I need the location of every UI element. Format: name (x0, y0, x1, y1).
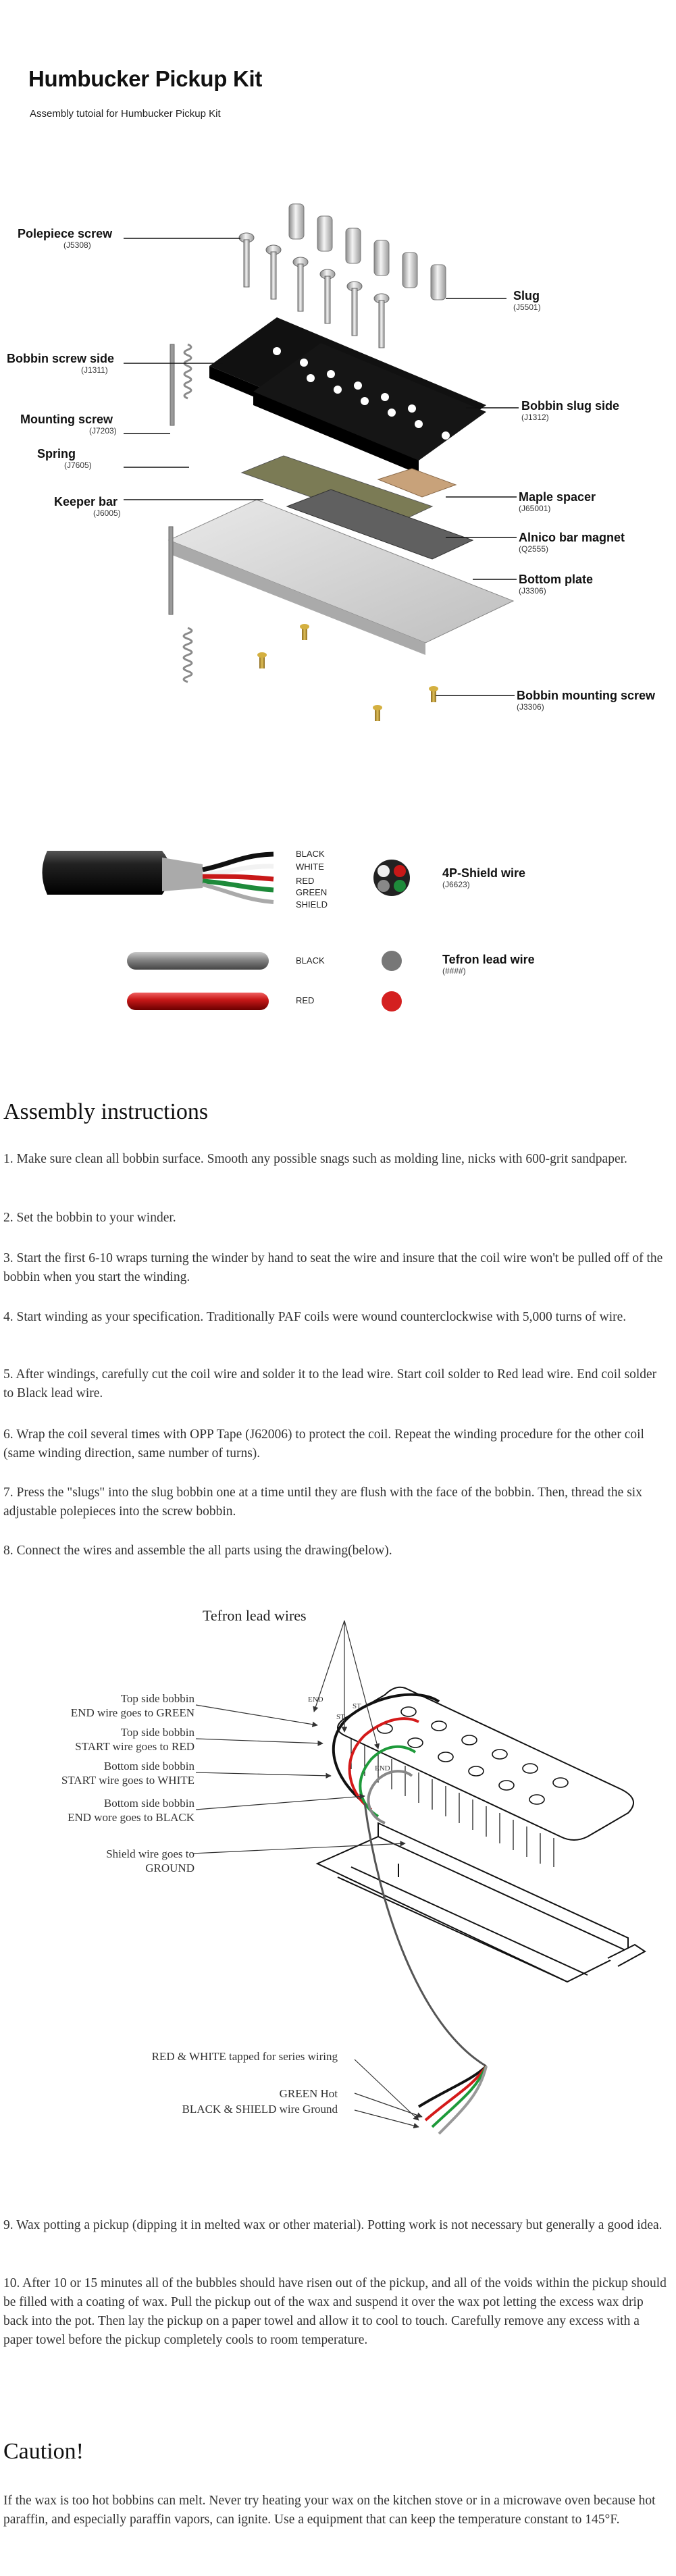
wiring-bottom-end: Bottom side bobbin END wore goes to BLACK (68, 1797, 194, 1824)
wiring-tefron-label: Tefron lead wires (203, 1607, 307, 1624)
label-bottom-plate: Bottom plate (J3306) (519, 573, 593, 596)
tefron-wire-drawing (127, 951, 402, 1011)
start-tag-top: ST (336, 1713, 345, 1721)
step-2: 2. Set the bobbin to your winder. (3, 1211, 176, 1225)
step-8: 8. Connect the wires and assemble the all parts using the drawing(below). (3, 1544, 392, 1558)
bobbins (209, 317, 486, 474)
mounting-screws (169, 344, 192, 682)
label-slug: Slug (J5501) (513, 289, 541, 312)
label-polepiece-screw: Polepiece screw (J5308) (18, 227, 113, 250)
step-10: 10. After 10 or 15 minutes all of the bubbles should have risen out of the pickup, and all of the voids within the pickup should be filled with a coating of wax. Pull the pickup out of the wax and suspend it over the wax pot letting the excess wax drip back into the pot. Then lay the pickup on a paper towel and allow it to cool to touch. Carefully remove any excess with a paper towel before the pickup completely cools to room temperature. (3, 2276, 667, 2347)
step-7: 7. Press the "slugs" into the slug bobbin one at a time until they are flush with the face of the bobbin. Then, thread the six adjustable polepieces into the screw bobbin. (3, 1486, 642, 1519)
wiring-black-shield: BLACK & SHIELD wire Ground (182, 2103, 338, 2115)
step-9: 9. Wax potting a pickup (dipping it in melted wax or other material). Potting work is not necessary but generally a good idea. (3, 2218, 662, 2232)
exploded-view-illustration (0, 189, 676, 743)
label-bobbin-mounting-screw: Bobbin mounting screw (J3306) (517, 689, 655, 712)
page-title: Humbucker Pickup Kit (28, 66, 263, 91)
wire-color-red: RED (296, 876, 315, 886)
start-tag-bottom: ST (353, 1702, 361, 1710)
step-6: 6. Wrap the coil several times with OPP Tape (J62006) to protect the coil. Repeat the winding procedure for the other coil (same winding direction, same number of turns). (3, 1427, 644, 1461)
end-tag-bottom: END (375, 1764, 390, 1772)
wiring-top-start: Top side bobbin START wire goes to RED (75, 1726, 194, 1753)
label-spring: Spring (J7605) (37, 447, 92, 470)
page-subtitle: Assembly tutoial for Humbucker Pickup Kit (30, 108, 221, 120)
shield-wire-drawing (43, 851, 411, 902)
wire-color-green: GREEN (296, 887, 328, 897)
pickup-drawing (317, 1687, 645, 1982)
step-5: 5. After windings, carefully cut the coil wire and solder it to the lead wire. Start coil solder to Red lead wire. End coil solder to Black lead wire. (3, 1367, 657, 1400)
wire-color-black: BLACK (296, 849, 325, 859)
tefron-color-red: RED (296, 995, 315, 1005)
end-tag-top: END (308, 1696, 323, 1704)
wiring-top-end: Top side bobbin END wire goes to GREEN (70, 1692, 194, 1719)
label-keeper-bar: Keeper bar (J6005) (54, 495, 121, 518)
wiring-green-hot: GREEN Hot (279, 2087, 338, 2100)
label-alnico-bar-magnet: Alnico bar magnet (Q2555) (519, 531, 625, 554)
assembly-heading: Assembly instructions (3, 1099, 209, 1124)
wire-color-white: WHITE (296, 862, 324, 872)
caution-text: If the wax is too hot bobbins can melt. Never try heating your wax on the kitchen stove or in a microwave oven because hot paraffin, and especially paraffin vapors, can ignite. Use a equipment that can keep the temperature constant to 145°F. (3, 2494, 656, 2527)
wire-color-shield: SHIELD (296, 899, 328, 910)
label-bobbin-screw-side: Bobbin screw side (J1311) (7, 352, 115, 375)
wiring-bottom-start: Bottom side bobbin START wire goes to WHITE (61, 1760, 194, 1787)
step-4: 4. Start winding as your specification. Traditionally PAF coils were wound counterclockwise with 5,000 turns of wire. (3, 1310, 627, 1324)
label-maple-spacer: Maple spacer (J65001) (519, 490, 596, 513)
tefron-color-black: BLACK (296, 955, 325, 966)
wiring-red-white: RED & WHITE tapped for series wiring (151, 2050, 338, 2063)
step-1: 1. Make sure clean all bobbin surface. Smooth any possible snags such as molding line, nicks with 600-grit sandpaper. (3, 1152, 627, 1166)
label-tefron-wire: Tefron lead wire (####) (442, 953, 535, 976)
wiring-diagram (0, 1594, 676, 2161)
wiring-shield: Shield wire goes to GROUND (106, 1847, 194, 1874)
slugs (289, 204, 446, 300)
label-bobbin-slug-side: Bobbin slug side (J1312) (521, 399, 620, 422)
label-mounting-screw: Mounting screw (J7203) (20, 413, 117, 436)
caution-heading: Caution! (3, 2439, 84, 2464)
wire-illustration (0, 837, 676, 1026)
label-shield-wire: 4P-Shield wire (J6623) (442, 866, 526, 889)
step-3: 3. Start the first 6-10 wraps turning the winder by hand to seat the wire and insure that the coil wire won't be pulled off of the bobbin when you start the winding. (3, 1251, 663, 1284)
